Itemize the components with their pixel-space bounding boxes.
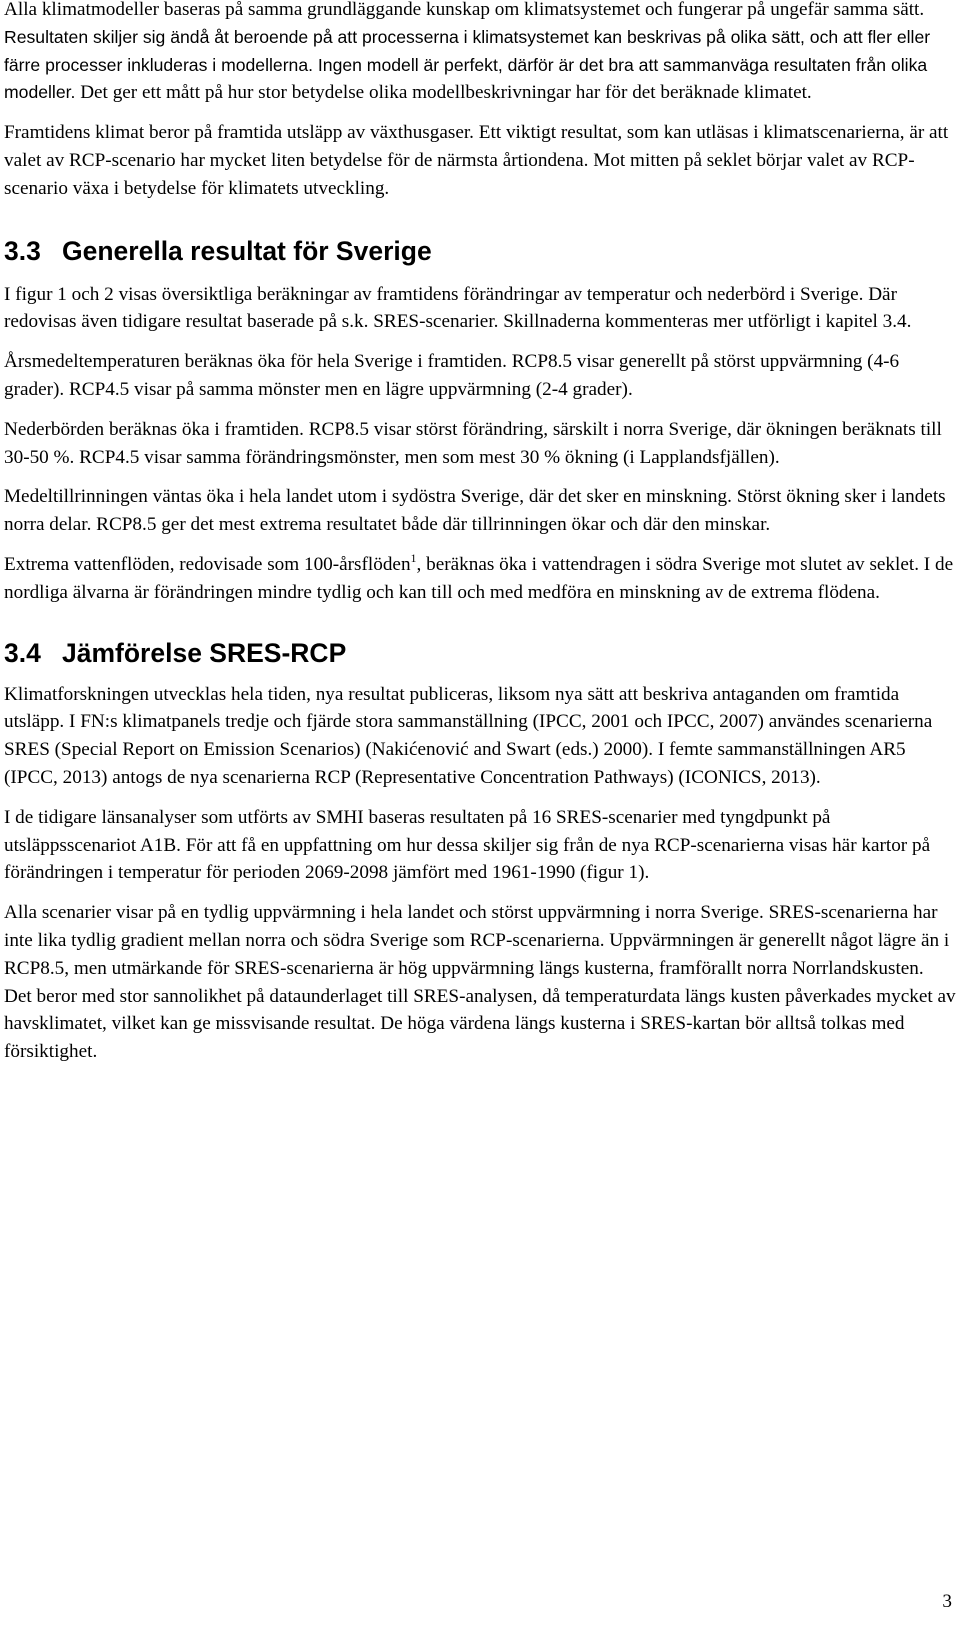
intro-paragraph-future: Framtidens klimat beror på framtida utsläpp av växthusgaser. Ett viktigt resultat, som kan utläsas i klimatscenarierna, är att valet av RCP-scenario har mycket liten betydelse för de närmsta årtiondena. Mot mitten på seklet börjar valet av RCP-scenario växa i betydelse för klimatets utveckling. bbox=[4, 122, 949, 199]
section-title: Jämförelse SRES-RCP bbox=[62, 637, 347, 668]
flood-text-before: Extrema vattenflöden, redovisade som 100-årsflöden bbox=[4, 553, 411, 575]
intro-text-c: Det ger ett mått på hur stor betydelse olika modellbeskrivningar har för det beräknade klimatet. bbox=[75, 82, 812, 104]
paragraph-floods bbox=[4, 551, 956, 607]
page-number: 3 bbox=[942, 1591, 952, 1612]
paragraph-scenario-comparison: Alla scenarier visar på en tydlig uppvärmning i hela landet och störst uppvärmning i norra Sverige. SRES-scenarierna har inte lika tydlig gradient mellan norra och södra Sverige som RCP-scenarierna. Uppvärmningen är generellt något lägre än i RCP8.5, men utmärkande för SRES-scenarierna är hög uppvärmning längs kusterna, framförallt norra Norrlandskusten. Det beror med stor sannolikhet på dataunderlaget till SRES-analysen, då temperaturdata längs kusten påverkades mycket av havsklimatet, vilket kan ge missvisande resultat. De höga värdena längs kusterna i SRES-kartan bör alltså tolkas med försiktighet. bbox=[4, 902, 956, 1063]
intro-text-a: Alla klimatmodeller baseras på samma grundläggande kunskap om klimatsystemet och fungerar på ungefär samma sätt. bbox=[4, 0, 925, 20]
footnote-reference[interactable]: 1 bbox=[410, 550, 417, 565]
paragraph-figures: I figur 1 och 2 visas översiktliga beräkningar av framtidens förändringar av temperatur och nederbörd i Sverige. Där redovisas även tidigare resultat baserade på s.k. SRES-scenarier. Skillnaderna kommenteras mer utförligt i kapitel 3.4. bbox=[4, 283, 912, 333]
section-heading-3-3 bbox=[4, 235, 956, 267]
section-heading-3-4 bbox=[4, 637, 956, 669]
section-title: Generella resultat för Sverige bbox=[62, 235, 432, 266]
section-number: 3.4 bbox=[4, 637, 41, 668]
section-number: 3.3 bbox=[4, 235, 41, 266]
paragraph-runoff: Medeltillrinningen väntas öka i hela landet utom i sydöstra Sverige, där det sker en minskning. Störst ökning sker i landets norra delar. RCP8.5 ger det mest extrema resultatet både där tillrinningen ökar och där den minskar. bbox=[4, 486, 946, 536]
paragraph-precipitation: Nederbörden beräknas öka i framtiden. RCP8.5 visar störst förändring, särskilt i norra Sverige, där ökningen beräknats till 30-50 %. RCP4.5 visar samma förändringsmönster, men som mest 30 % ökning (i Lapplandsfjällen). bbox=[4, 418, 942, 468]
paragraph-temperature: Årsmedeltemperaturen beräknas öka för hela Sverige i framtiden. RCP8.5 visar generellt på störst uppvärmning (4-6 grader). RCP4.5 visar på samma mönster men en lägre uppvärmning (2-4 grader). bbox=[4, 351, 900, 400]
page-content bbox=[4, 0, 956, 1078]
intro-paragraph-models bbox=[4, 0, 956, 107]
intro-text-b: Resultaten skiljer sig ändå åt beroende på att processerna i klimatsystemet kan beskrivas på olika sätt, och att fler eller färre processer inkluderas i modellerna. Ingen modell är perfekt, därför är det bra att sammanväga resultaten från olika modeller. bbox=[4, 26, 931, 103]
flood-text-after: , beräknas öka i vattendragen i södra Sverige mot slutet av seklet. I de nordliga älvarna är förändringen mindre tydlig och kan till och med medföra en minskning av de extrema flödena. bbox=[4, 553, 954, 603]
paragraph-smhi-analyses: I de tidigare länsanalyser som utförts av SMHI baseras resultaten på 16 SRES-scenarier med tyngdpunkt på utsläppsscenariot A1B. För att få en uppfattning om hur dessa skiljer sig från de nya RCP-scenarierna visas här kartor på förändringen i temperatur för perioden 2069-2098 jämfört med 1961-1990 (figur 1). bbox=[4, 806, 931, 884]
paragraph-climate-research: Klimatforskningen utvecklas hela tiden, nya resultat publiceras, liksom nya sätt att beskriva antaganden om framtida utsläpp. I FN:s klimatpanels tredje och fjärde stora sammanställning (IPCC, 2001 och IPCC, 2007) användes scenarierna SRES (Special Report on Emission Scenarios) (Nakićenović and Swart (eds.) 2000). I femte sammanställningen AR5 (IPCC, 2013) antogs de nya scenarierna RCP (Representative Concentration Pathways) (ICONICS, 2013). bbox=[4, 683, 933, 788]
